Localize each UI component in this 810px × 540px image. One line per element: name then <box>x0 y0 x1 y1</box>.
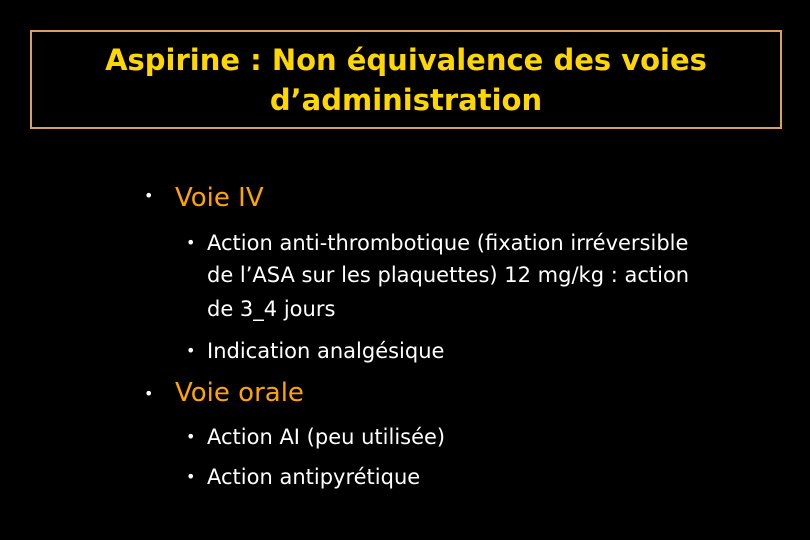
bullet-icon: • <box>144 186 154 205</box>
bullet-icon: • <box>186 427 196 446</box>
section-heading-voie-iv: Voie IV <box>175 183 264 213</box>
list-item-line: Action antipyrétique <box>207 465 421 489</box>
bullet-icon: • <box>186 233 196 252</box>
bullet-icon: • <box>144 384 154 403</box>
slide-title-line-2: d’administration <box>269 82 543 117</box>
list-item-line: Action AI (peu utilisée) <box>207 425 446 449</box>
slide-title-box <box>30 30 782 129</box>
list-item-line: de l’ASA sur les plaquettes) 12 mg/kg : action <box>207 263 690 287</box>
bullet-icon: • <box>186 341 196 360</box>
bullet-icon: • <box>186 467 196 486</box>
list-item-line: Indication analgésique <box>207 339 445 363</box>
list-item-line: Action anti-thrombotique (fixation irréversible <box>207 231 689 255</box>
section-heading-voie-orale: Voie orale <box>175 378 304 408</box>
slide-title-line-1: Aspirine : Non équivalence des voies <box>105 42 707 77</box>
list-item-line: de 3_4 jours <box>207 297 336 321</box>
